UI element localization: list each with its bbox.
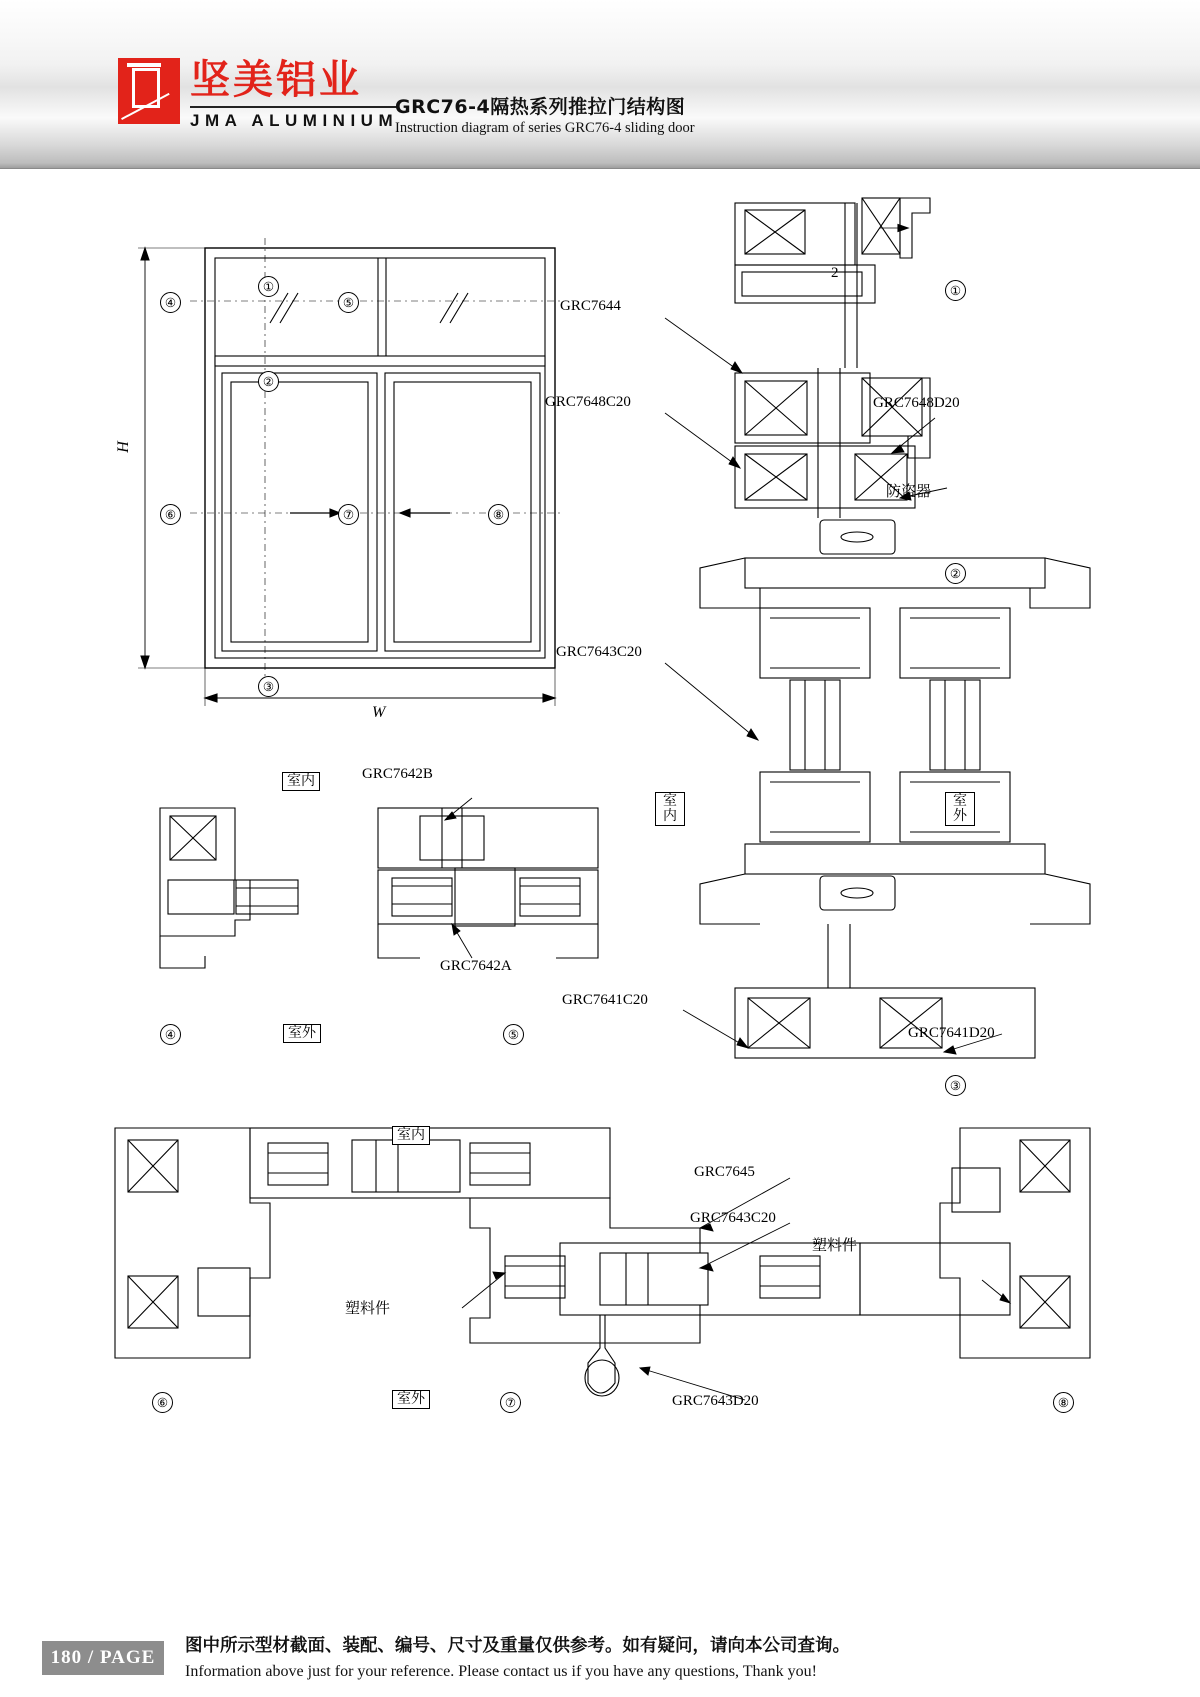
- label-plastic-right: 塑料件: [812, 1236, 858, 1254]
- section-mark-8: ⑧: [1053, 1392, 1074, 1413]
- diagram-canvas: [0, 168, 1200, 1605]
- section-mark-1: ①: [945, 280, 966, 301]
- brand-name-en: JMA ALUMINIUM: [190, 106, 398, 131]
- label-grc7648c20: GRC7648C20: [545, 394, 631, 410]
- outdoor-label-right-section: 室 外: [945, 792, 975, 826]
- outdoor-label-bottom: 室外: [392, 1390, 430, 1409]
- label-grc7643c20-bottom: GRC7643C20: [690, 1210, 776, 1226]
- label-grc7643d20: GRC7643D20: [672, 1393, 759, 1409]
- outdoor-label-section4: 室外: [283, 1024, 321, 1043]
- elevation-callout-2: ②: [258, 371, 279, 392]
- diagram-svg: [0, 168, 1200, 1605]
- page-title-cn: GRC76-4隔热系列推拉门结构图: [395, 96, 686, 118]
- label-anti-theft: 防盗器: [886, 482, 932, 500]
- page-title-en: Instruction diagram of series GRC76-4 sliding door: [395, 120, 695, 136]
- footer-note-en: Information above just for your reference. Please contact us if you have any questions, Thank you!: [185, 1663, 817, 1680]
- label-grc7644: GRC7644: [560, 298, 621, 314]
- page-number: 180 / PAGE: [42, 1641, 164, 1675]
- elevation-callout-8: ⑧: [488, 504, 509, 525]
- section-mark-6: ⑥: [152, 1392, 173, 1413]
- bottom-horizontal-section: [115, 1128, 1090, 1396]
- label-grc7641c20: GRC7641C20: [562, 992, 648, 1008]
- footer-note-cn: 图中所示型材截面、装配、编号、尺寸及重量仅供参考。如有疑问，请向本公司查询。: [185, 1636, 850, 1656]
- label-grc7641d20: GRC7641D20: [908, 1025, 995, 1041]
- brand-name-cn: 坚美铝业: [190, 57, 362, 103]
- label-dim-2: 2: [831, 265, 839, 281]
- indoor-label-right-section: 室 内: [655, 792, 685, 826]
- dimension-h: H: [114, 441, 132, 453]
- dimension-w: W: [372, 704, 386, 721]
- elevation-callout-4: ④: [160, 292, 181, 313]
- label-grc7642a: GRC7642A: [440, 958, 512, 974]
- label-grc7648d20: GRC7648D20: [873, 395, 960, 411]
- vertical-section-assembly: [700, 198, 1090, 1058]
- elevation-callout-1: ①: [258, 276, 279, 297]
- indoor-label-section5-top: 室内: [282, 772, 320, 791]
- elevation-callout-5: ⑤: [338, 292, 359, 313]
- section-mark-7: ⑦: [500, 1392, 521, 1413]
- label-plastic-left: 塑料件: [345, 1299, 391, 1317]
- section-5-profile: [378, 808, 598, 958]
- elevation-callout-7: ⑦: [338, 504, 359, 525]
- label-grc7642b: GRC7642B: [362, 766, 433, 782]
- page-footer: [0, 1605, 1200, 1697]
- section-mark-4: ④: [160, 1024, 181, 1045]
- jma-logo-icon: [118, 58, 180, 124]
- elevation-callout-3: ③: [258, 676, 279, 697]
- brand-logo: [118, 58, 398, 131]
- section-mark-5: ⑤: [503, 1024, 524, 1045]
- section-mark-2: ②: [945, 563, 966, 584]
- indoor-label-bottom: 室内: [392, 1126, 430, 1145]
- elevation-callout-6: ⑥: [160, 504, 181, 525]
- label-grc7643c20-right: GRC7643C20: [556, 644, 642, 660]
- section-4-profile: [160, 808, 298, 968]
- page-header: [0, 0, 1200, 169]
- label-grc7645: GRC7645: [694, 1164, 755, 1180]
- section-mark-3: ③: [945, 1075, 966, 1096]
